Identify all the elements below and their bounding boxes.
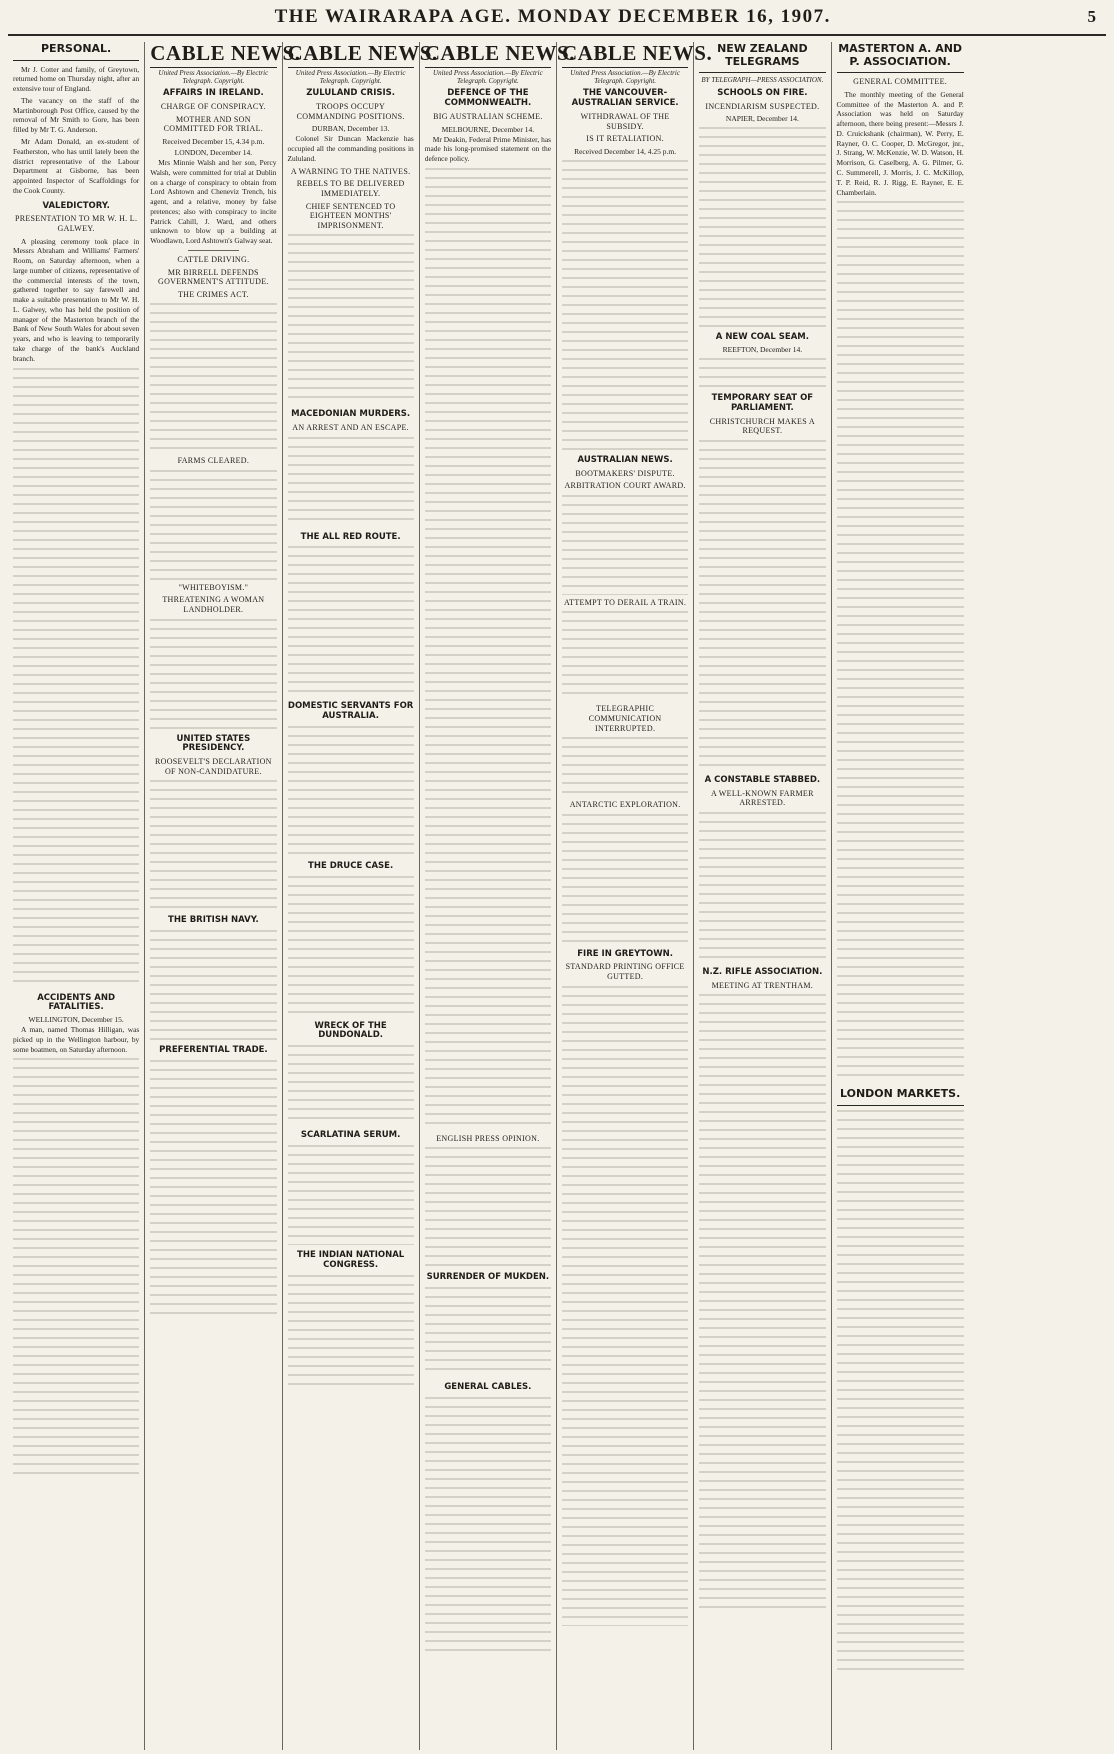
article-subheading: STANDARD PRINTING OFFICE GUTTED. [565, 962, 685, 982]
article-subheading: CHARGE OF CONSPIRACY. [160, 102, 266, 112]
masthead [8, 6, 1106, 36]
column-heading: NEW ZEALAND TELEGRAMS [699, 42, 825, 73]
article-body [699, 812, 825, 962]
article-dundonald [288, 1022, 414, 1126]
cable-news-heading: CABLE NEWS. [288, 42, 414, 68]
paragraph: A pleasing ceremony took place in Messrs Abraham and Williams' Farmers' Room, on Saturday afternoon, when a large number of citizens, representative of the commercial interests of the town, gathered together to say farewell and make a suitable presentation to Mr W. H. L. Galwey, who has held the position of manager of the Masterton branch of the Bank of New South Wales for about seven years, and who is leaving to temporarily take charge of the bank's Auckland branch. [13, 236, 140, 363]
article-body [562, 160, 688, 450]
article-heading: PREFERENTIAL TRADE. [159, 1045, 268, 1056]
column-heading: PERSONAL. [13, 42, 139, 61]
article-body [150, 1060, 276, 1320]
article-body [150, 619, 276, 729]
article-indian-congress [288, 1251, 414, 1385]
article-subheading: AN ARREST AND AN ESCAPE. [292, 423, 409, 433]
article-heading: THE BRITISH NAVY. [168, 915, 259, 926]
article-heading: A NEW COAL SEAM. [715, 332, 809, 343]
article-heading: MACEDONIAN MURDERS. [291, 409, 411, 420]
article-british-navy [150, 916, 276, 1040]
paragraph: A man, named Thomas Hilligan, was picked up in the Wellington harbour, by some boatmen, on Saturday afternoon. [13, 1025, 140, 1054]
column-personal [8, 42, 145, 1750]
article-parliament-seat [699, 394, 825, 770]
paragraph: Mr Deakin, Federal Prime Minister, has made his long-promised statement on the defence policy. [424, 134, 551, 164]
article-body [562, 737, 688, 797]
article-body [425, 168, 551, 1128]
article-heading: A CONSTABLE STABBED. [704, 774, 821, 785]
page-number: 5 [1087, 7, 1096, 26]
article-subheading: ARBITRATION COURT AWARD. [564, 481, 686, 491]
article-body [562, 814, 688, 944]
article-body [562, 495, 688, 595]
article-london-markets [837, 1087, 964, 1670]
paragraph: The monthly meeting of the General Committee of the Masterton A. and P. Association was held on Saturday afternoon, there being present:—Messrs J. D. Cruickshank (chairman), W. Perry, E. Rayner, O. C. Cooper, D. McGregor, jnr., J. Strang, W. McKenzie, W. D. Watson, H. Morrison, G. Caselberg, A. G. Pilmer, G. C. Summerell, J. Morris, J. C. McKillop, T. P. Reid, R. J. Rigg, E. Rayner, E. E. Chamberlain. [836, 89, 964, 197]
column-nz-telegrams [694, 42, 831, 1750]
article-body [699, 994, 825, 1614]
article-schools-fire [699, 89, 825, 327]
article-subheading: REBELS TO BE DELIVERED IMMEDIATELY. [296, 179, 405, 198]
columns [8, 42, 1106, 1750]
article-defence [425, 89, 551, 1127]
paragraph: Colonel Sir Duncan Mackenzie has occupied all the commanding positions in Zululand. [287, 134, 414, 163]
article-body [562, 611, 688, 701]
article-subheading: TROOPS OCCUPY COMMANDING POSITIONS. [296, 102, 405, 121]
article-subheading: ATTEMPT TO DERAIL A TRAIN. [563, 597, 687, 607]
column-cable-news-3 [420, 41, 575, 1750]
article-heading: DOMESTIC SERVANTS FOR AUSTRALIA. [287, 701, 414, 722]
article-subheading: GENERAL COMMITTEE. [853, 77, 948, 87]
article-body [699, 358, 825, 388]
article-body [150, 303, 276, 453]
article-body [150, 930, 276, 1040]
article-subheading: ROOSEVELT'S DECLARATION OF NON-CANDIDATURE. [155, 757, 272, 776]
article-heading: THE VANCOUVER-AUSTRALIAN SERVICE. [571, 88, 679, 109]
article-heading: UNITED STATES PRESIDENCY. [176, 733, 251, 754]
article-scarlatina [288, 1131, 414, 1245]
article-body [13, 368, 139, 988]
article-body [699, 127, 825, 327]
article-ap-association [837, 77, 964, 1081]
column-cable-news-4 [557, 41, 713, 1750]
article-body [150, 780, 276, 910]
article-heading: SURRENDER OF MUKDEN. [426, 1272, 550, 1283]
article-heading: VALEDICTORY. [42, 200, 110, 211]
article-body [288, 876, 414, 1016]
article-subheading: CHIEF SENTENCED TO EIGHTEEN MONTHS' IMPRISONMENT. [305, 201, 396, 230]
article-accidents [13, 994, 139, 1479]
article-body [288, 437, 414, 527]
article-body [13, 1058, 139, 1478]
received-line: Received December 14, 4.25 p.m. [574, 146, 677, 156]
article-body [288, 726, 414, 856]
article-subheading: ENGLISH PRESS OPINION. [436, 1133, 540, 1143]
article-body [288, 1275, 414, 1385]
article-mukden [425, 1273, 551, 1377]
paragraph: Mr J. Cotter and family, of Greytown, returned home on Thursday night, after an extensive tour of England. [13, 64, 140, 94]
article-heading: AFFAIRS IN IRELAND. [163, 88, 264, 99]
article-body [288, 546, 414, 696]
article-rifle-association [699, 968, 825, 1614]
article-subheading: THE CRIMES ACT. [177, 289, 249, 299]
article-ireland [150, 89, 276, 728]
article-subheading: WITHDRAWAL OF THE SUBSIDY. [580, 112, 670, 131]
column-cable-news-1 [145, 41, 301, 1750]
article-body [425, 1287, 551, 1377]
article-heading: THE INDIAN NATIONAL CONGRESS. [297, 1250, 405, 1270]
article-subheading: CHRISTCHURCH MAKES A REQUEST. [709, 416, 815, 436]
article-valedictory [13, 202, 139, 988]
cable-news-heading: CABLE NEWS. [150, 42, 276, 68]
dateline: LONDON, December 14. [174, 148, 253, 158]
agency-credit: United Press Association.—By Electric Telegraph. Copyright. [570, 69, 680, 85]
received-line: Received December 15, 4.34 p.m. [162, 137, 265, 147]
article-press-opinion [425, 1134, 551, 1268]
article-body [425, 1147, 551, 1267]
cable-news-heading: CABLE NEWS. [562, 42, 688, 68]
article-heading: SCARLATINA SERUM. [300, 1130, 401, 1141]
divider [188, 250, 239, 251]
article-preferential-trade [150, 1046, 276, 1320]
dateline: REEFTON, December 14. [722, 345, 803, 355]
article-heading: ZULULAND CRISIS. [306, 88, 396, 99]
dateline: MELBOURNE, December 14. [441, 124, 535, 134]
article-greytown-fire [562, 950, 688, 1626]
article-body [562, 986, 688, 1626]
article-coal-seam [699, 333, 825, 388]
article-heading: THE ALL RED ROUTE. [300, 531, 401, 542]
article-heading: GENERAL CABLES. [444, 1382, 532, 1393]
article-heading: AUSTRALIAN NEWS. [577, 454, 673, 465]
article-domestic-servants [288, 702, 414, 856]
column-heading: LONDON MARKETS. [837, 1087, 964, 1106]
article-macedonian [288, 410, 414, 526]
article-subheading: MEETING AT TRENTHAM. [711, 980, 814, 990]
agency-credit: United Press Association.—By Electric Telegraph. Copyright. [158, 69, 269, 85]
article-subheading: THREATENING A WOMAN LANDHOLDER. [162, 595, 265, 615]
article-subheading: INCENDIARISM SUSPECTED. [705, 101, 820, 111]
column-heading: MASTERTON A. AND P. ASSOCIATION. [837, 42, 964, 73]
paragraph: Mr Adam Donald, an ex-student of Featherston, who has until lately been the district representative of the Labour Department at Gisborne, has been appointed Inspector of Scaffoldings for the Cook County. [13, 137, 140, 195]
article-subheading: MOTHER AND SON COMMITTED FOR TRIAL. [163, 114, 264, 134]
agency-credit: BY TELEGRAPH—PRESS ASSOCIATION. [701, 76, 824, 85]
article-body [288, 234, 414, 404]
article-constable-stabbed [699, 776, 825, 962]
article-all-red-route [288, 533, 414, 697]
article-vancouver-service [562, 89, 688, 449]
article-subheading: TELEGRAPHIC COMMUNICATION INTERRUPTED. [588, 704, 662, 733]
paragraph: Mrs Minnie Walsh and her son, Percy Walsh, were committed for trial at Dublin on a charge of conspiracy to obtain from Lord Ashtown and Cheneviz Trench, his agent, and a relative, money by false pretences; also with conspiracy to incite Patrick Cahill, J. Ward, and others unknown to blow up a building at Woodlawn, Lord Ashtown's Galway seat. [150, 158, 277, 246]
article-general-cables [425, 1383, 551, 1657]
article-heading: SCHOOLS ON FIRE. [717, 87, 808, 98]
article-subheading: ANTARCTIC EXPLORATION. [569, 800, 681, 810]
article-heading: TEMPORARY SEAT OF PARLIAMENT. [711, 393, 814, 413]
article-personal [13, 65, 139, 196]
column-masterton-ap [832, 42, 969, 1750]
agency-credit: United Press Association.—By Electric Telegraph. Copyright. [295, 69, 406, 85]
article-subheading: MR BIRRELL DEFENDS GOVERNMENT'S ATTITUDE. [158, 267, 269, 287]
article-body [837, 201, 964, 1081]
article-body [150, 470, 276, 580]
article-body [699, 440, 825, 770]
article-us-presidency [150, 735, 276, 911]
article-australian-news [562, 456, 688, 944]
article-heading: WRECK OF THE DUNDONALD. [314, 1020, 387, 1041]
article-subheading: CATTLE DRIVING. [177, 254, 250, 264]
article-subheading: IS IT RETALIATION. [586, 134, 664, 144]
article-subheading: PRESENTATION TO MR W. H. L. GALWEY. [14, 214, 138, 233]
article-heading: N.Z. RIFLE ASSOCIATION. [702, 966, 823, 977]
article-heading: THE DRUCE CASE. [308, 860, 394, 871]
paragraph: The vacancy on the staff of the Martinborough Post Office, caused by the removal of Mr Smith to Gore, has been filled by Mr T. G. Anderson. [13, 95, 140, 135]
article-subheading: FARMS CLEARED. [177, 456, 250, 466]
dateline: WELLINGTON, December 15. [28, 1015, 124, 1025]
cable-news-heading: CABLE NEWS. [425, 42, 551, 68]
dateline: NAPIER, December 14. [725, 114, 799, 124]
dateline: DURBAN, December 13. [311, 124, 390, 134]
article-subheading: BIG AUSTRALIAN SCHEME. [433, 112, 543, 121]
article-heading: FIRE IN GREYTOWN. [577, 948, 673, 959]
article-body [837, 1110, 964, 1670]
article-heading: DEFENCE OF THE COMMONWEALTH. [444, 88, 532, 109]
article-subheading: BOOTMAKERS' DISPUTE. [575, 468, 675, 478]
article-subheading: A WELL-KNOWN FARMER ARRESTED. [711, 788, 814, 808]
column-cable-news-2 [283, 41, 438, 1750]
article-zululand [288, 89, 414, 404]
article-subheading: A WARNING TO THE NATIVES. [290, 166, 411, 176]
agency-credit: United Press Association.—By Electric Telegraph. Copyright. [433, 69, 543, 85]
article-body [288, 1145, 414, 1245]
article-heading: ACCIDENTS AND FATALITIES. [37, 992, 116, 1013]
article-body [288, 1045, 414, 1125]
article-body [425, 1397, 551, 1657]
masthead-title: THE WAIRARAPA AGE. MONDAY DECEMBER 16, 1907. [274, 6, 831, 27]
article-druce-case [288, 862, 414, 1016]
article-subheading: "WHITEBOYISM." [178, 582, 249, 592]
